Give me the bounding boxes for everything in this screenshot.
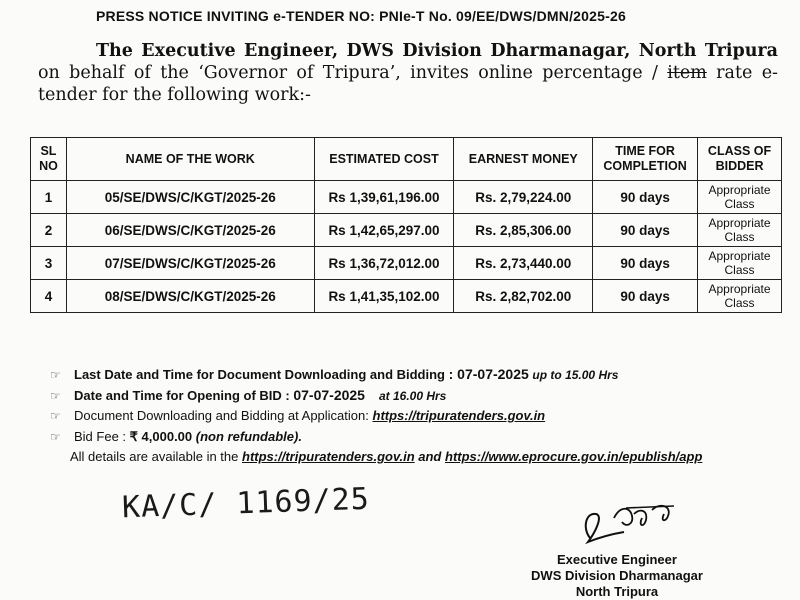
- header-estimated-cost: ESTIMATED COST: [314, 138, 454, 181]
- signatory-office: DWS Division Dharmanagar: [531, 568, 703, 583]
- header-time-for-completion: TIME FOR COMPLETION: [593, 138, 698, 181]
- cell-estimated-cost: Rs 1,39,61,196.00: [314, 181, 454, 214]
- table-row: [31, 181, 782, 214]
- cell-bidder-class: Appropriate Class: [698, 214, 782, 247]
- opening-date-value: 07-07-2025: [293, 386, 365, 403]
- cell-bidder-class: Appropriate Class: [698, 181, 782, 214]
- cell-work-name: 08/SE/DWS/C/KGT/2025-26: [66, 280, 314, 313]
- cell-work-name: 06/SE/DWS/C/KGT/2025-26: [66, 214, 314, 247]
- tender-details: [50, 365, 770, 467]
- intro-paragraph: [38, 40, 778, 106]
- cell-completion-time: 90 days: [593, 247, 698, 280]
- pointing-hand-icon: ☞: [50, 368, 61, 382]
- cell-completion-time: 90 days: [593, 214, 698, 247]
- cell-work-name: 07/SE/DWS/C/KGT/2025-26: [66, 247, 314, 280]
- cell-estimated-cost: Rs 1,41,35,102.00: [314, 280, 454, 313]
- details-line: [50, 447, 770, 467]
- header-sl-no: SL NO: [31, 138, 67, 181]
- pointing-hand-icon: ☞: [50, 409, 61, 423]
- bid-fee-value: ₹ 4,000.00: [129, 428, 193, 444]
- table-row: [31, 280, 782, 313]
- cell-estimated-cost: Rs 1,42,65,297.00: [314, 214, 454, 247]
- intro-text-1: on behalf of the ‘Governor of Tripura’, invites online percentage /: [38, 63, 668, 83]
- pointing-hand-icon: ☞: [50, 429, 61, 444]
- cell-earnest-money: Rs. 2,82,702.00: [454, 280, 593, 313]
- cell-sl-no: 2: [31, 214, 67, 247]
- intro-text-2: rate e-tender for the following work:-: [38, 63, 778, 105]
- issuing-authority: The Executive Engineer, DWS Division Dharmanagar, North Tripura: [96, 41, 778, 61]
- table-row: [31, 214, 782, 247]
- opening-label: Date and Time for Opening of BID :: [74, 387, 290, 403]
- signature-scribble: [568, 488, 698, 552]
- cell-sl-no: 1: [31, 181, 67, 214]
- cell-completion-time: 90 days: [593, 280, 698, 313]
- details-text: All details are available in the: [70, 449, 239, 464]
- cell-completion-time: 90 days: [593, 181, 698, 214]
- header-class-of-bidder: CLASS OF BIDDER: [698, 138, 782, 181]
- cell-sl-no: 4: [31, 280, 67, 313]
- signatory-district: North Tripura: [575, 584, 659, 599]
- bid-fee-label: Bid Fee :: [74, 428, 127, 444]
- signatory-block: [512, 552, 722, 600]
- application-line: [50, 406, 770, 427]
- last-date-value: : 07-07-2025: [448, 366, 529, 382]
- signatory-designation: Executive Engineer: [557, 552, 677, 567]
- bid-fee-line: [50, 427, 770, 448]
- works-table: [30, 137, 782, 313]
- bid-fee-note: (non refundable).: [195, 428, 302, 444]
- tripuratenders-link[interactable]: https://tripuratenders.gov.in: [372, 408, 546, 423]
- details-and: and: [418, 449, 442, 464]
- cell-earnest-money: Rs. 2,85,306.00: [454, 214, 593, 247]
- cell-earnest-money: Rs. 2,79,224.00: [454, 181, 593, 214]
- cell-work-name: 05/SE/DWS/C/KGT/2025-26: [66, 181, 314, 214]
- cell-earnest-money: Rs. 2,73,440.00: [454, 247, 593, 280]
- opening-date-line: [50, 386, 770, 407]
- struck-text: item: [667, 63, 707, 83]
- opening-time: at 16.00 Hrs: [378, 388, 447, 403]
- handwritten-reference: KA/C/ 1169/25: [121, 481, 371, 526]
- last-date-line: [50, 365, 770, 386]
- details-link-eprocure[interactable]: https://www.eprocure.gov.in/epublish/app: [445, 449, 703, 464]
- cell-sl-no: 3: [31, 247, 67, 280]
- header-name-of-work: NAME OF THE WORK: [66, 138, 314, 181]
- details-link-tripuratenders[interactable]: https://tripuratenders.gov.in: [242, 449, 415, 464]
- cell-bidder-class: Appropriate Class: [698, 247, 782, 280]
- notice-title: PRESS NOTICE INVITING e-TENDER NO: PNIe-T No. 09/EE/DWS/DMN/2025-26: [96, 8, 626, 24]
- header-earnest-money: EARNEST MONEY: [454, 138, 593, 181]
- last-date-label: Last Date and Time for Document Downloading and Bidding: [74, 367, 445, 382]
- application-label: Document Downloading and Bidding at Application:: [74, 408, 369, 423]
- cell-estimated-cost: Rs 1,36,72,012.00: [314, 247, 454, 280]
- last-date-time: up to 15.00 Hrs: [532, 368, 619, 382]
- table-row: [31, 247, 782, 280]
- table-header-row: [31, 138, 782, 181]
- cell-bidder-class: Appropriate Class: [698, 280, 782, 313]
- pointing-hand-icon: ☞: [50, 388, 61, 403]
